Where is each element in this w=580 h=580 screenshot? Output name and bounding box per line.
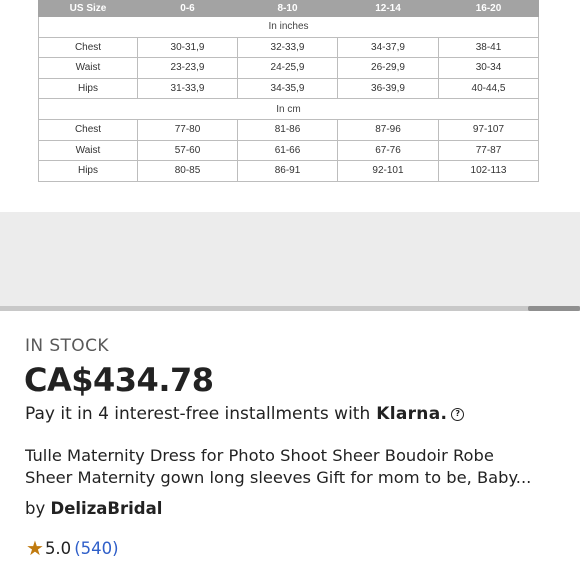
table-cell: 86-91 <box>238 161 338 182</box>
table-cell: 57-60 <box>138 140 238 161</box>
size-chart-image[interactable] <box>0 0 580 210</box>
installments-text: Pay it in 4 interest-free installments with <box>25 404 371 424</box>
product-price: CA$434.78 <box>24 361 214 399</box>
table-cell: 92-101 <box>338 161 439 182</box>
table-cell: 34-37,9 <box>338 37 439 58</box>
table-cell: 30-34 <box>439 58 539 79</box>
product-title-line: Sheer Maternity gown long sleeves Gift for mom to be, Baby... <box>25 468 532 487</box>
product-title-line: Tulle Maternity Dress for Photo Shoot Sheer Boudoir Robe <box>25 446 494 465</box>
review-count-link[interactable]: (540) <box>74 538 119 558</box>
image-carousel-area[interactable] <box>0 212 580 309</box>
section-row <box>39 17 539 38</box>
row-label: Chest <box>39 119 138 140</box>
row-label: Hips <box>39 78 138 99</box>
table-row <box>39 119 539 140</box>
table-cell: 23-23,9 <box>138 58 238 79</box>
rating-summary[interactable] <box>26 538 119 558</box>
table-row <box>39 161 539 182</box>
table-cell: 26-29,9 <box>338 58 439 79</box>
product-title[interactable] <box>25 445 565 489</box>
table-cell: 77-87 <box>439 140 539 161</box>
table-cell: 40-44,5 <box>439 78 539 99</box>
rating-value: 5.0 <box>44 538 72 558</box>
table-cell: 38-41 <box>439 37 539 58</box>
table-cell: 97-107 <box>439 119 539 140</box>
size-chart-table <box>38 0 539 182</box>
row-label: Chest <box>39 37 138 58</box>
header-cell: 0-6 <box>138 1 238 17</box>
table-row <box>39 78 539 99</box>
carousel-scroll-thumb[interactable] <box>528 306 580 311</box>
stock-status: IN STOCK <box>25 336 109 356</box>
info-circle-icon[interactable]: ? <box>451 408 464 421</box>
table-cell: 36-39,9 <box>338 78 439 99</box>
table-row <box>39 140 539 161</box>
table-cell: 24-25,9 <box>238 58 338 79</box>
table-cell: 81-86 <box>238 119 338 140</box>
table-cell: 102-113 <box>439 161 539 182</box>
header-cell: US Size <box>39 1 138 17</box>
table-cell: 87-96 <box>338 119 439 140</box>
table-cell: 30-31,9 <box>138 37 238 58</box>
installments-info <box>25 404 464 424</box>
star-icon: ★ <box>26 536 44 560</box>
row-label: Hips <box>39 161 138 182</box>
size-header-row <box>39 1 539 17</box>
table-cell: 32-33,9 <box>238 37 338 58</box>
table-cell: 67-76 <box>338 140 439 161</box>
table-cell: 80-85 <box>138 161 238 182</box>
shop-byline <box>25 499 162 518</box>
table-row <box>39 37 539 58</box>
table-cell: 61-66 <box>238 140 338 161</box>
section-row <box>39 99 539 120</box>
section-label-cm: In cm <box>39 99 539 120</box>
section-label-inches: In inches <box>39 17 539 38</box>
carousel-scrollbar[interactable] <box>0 306 580 311</box>
row-label: Waist <box>39 58 138 79</box>
header-cell: 8-10 <box>238 1 338 17</box>
table-row <box>39 58 539 79</box>
row-label: Waist <box>39 140 138 161</box>
table-cell: 31-33,9 <box>138 78 238 99</box>
table-cell: 77-80 <box>138 119 238 140</box>
shop-name-link[interactable]: DelizaBridal <box>50 499 163 518</box>
table-cell: 34-35,9 <box>238 78 338 99</box>
klarna-logo: Klarna. <box>376 404 448 424</box>
header-cell: 12-14 <box>338 1 439 17</box>
by-label: by <box>25 499 46 518</box>
header-cell: 16-20 <box>439 1 539 17</box>
